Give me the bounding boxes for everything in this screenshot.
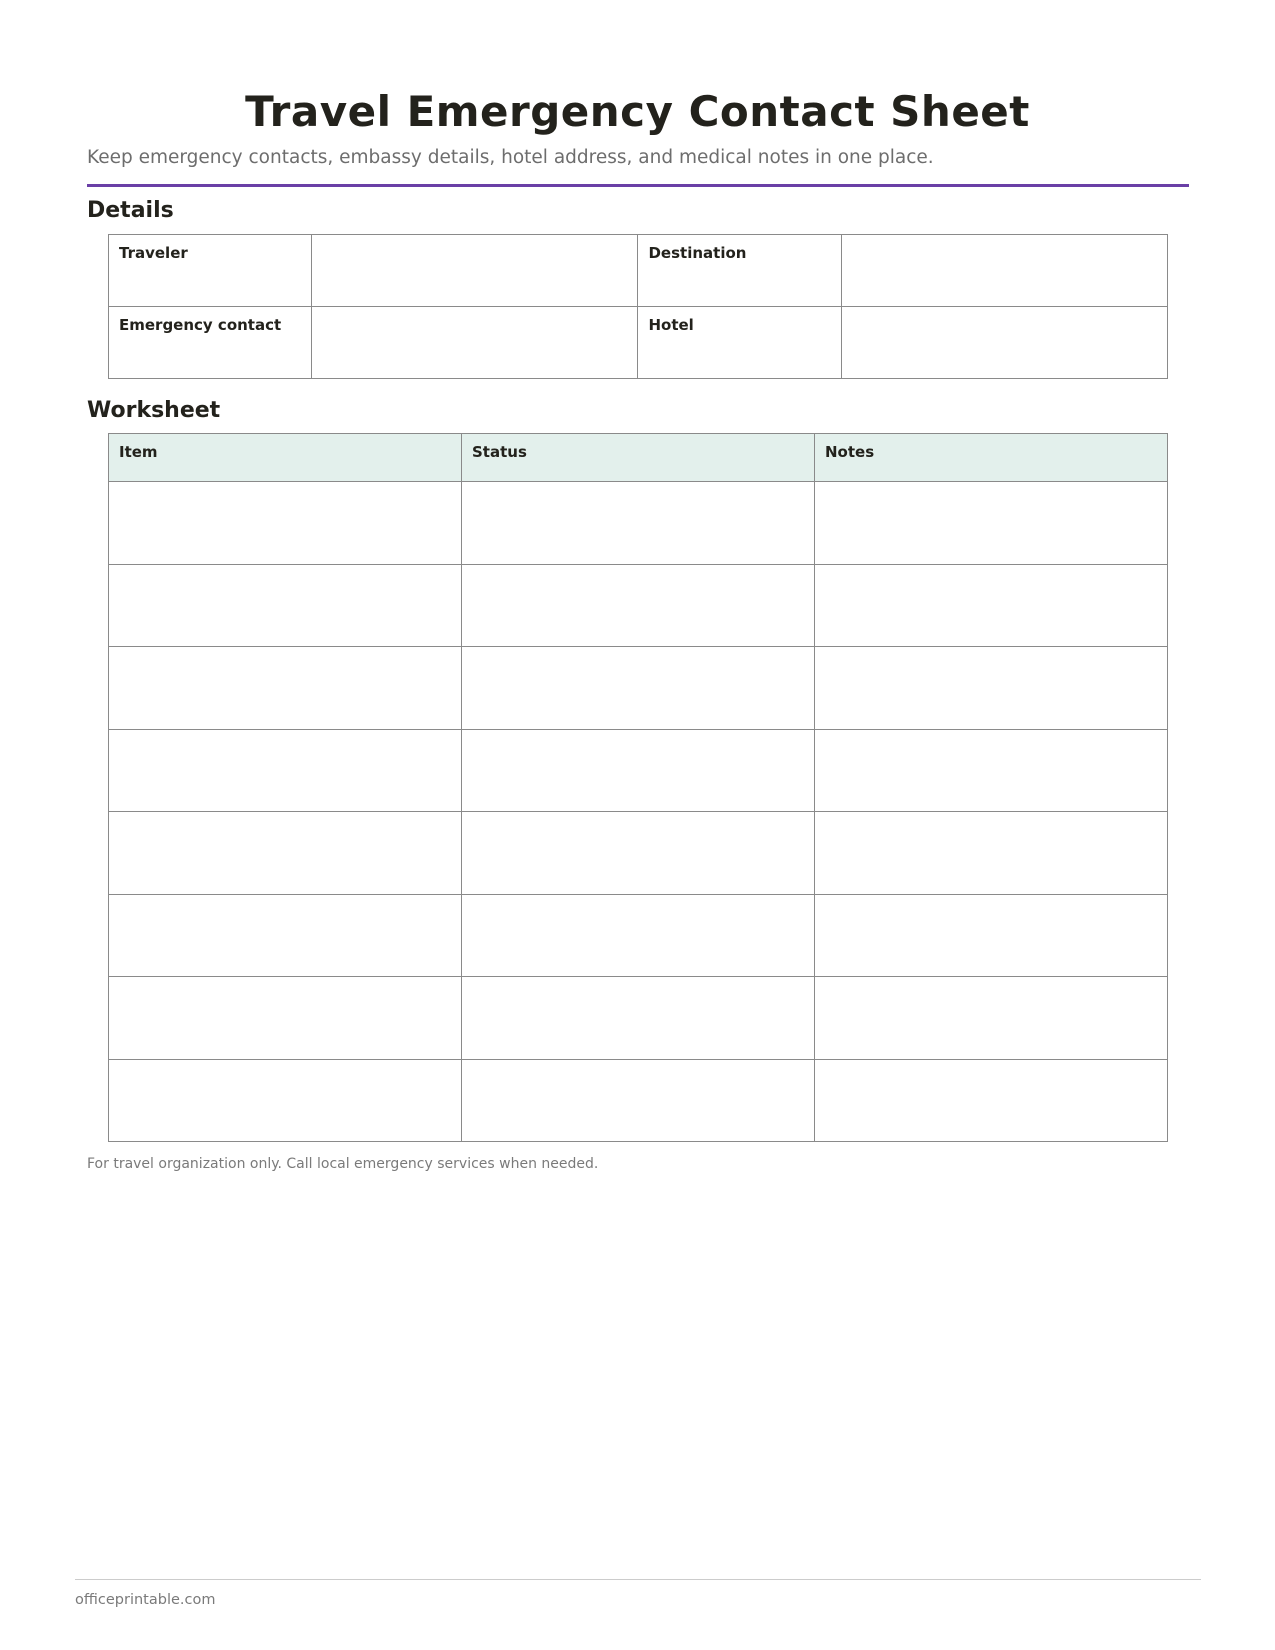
page-subtitle: Keep emergency contacts, embassy details, hotel address, and medical notes in one place. <box>87 147 934 168</box>
item-cell[interactable] <box>109 482 462 565</box>
item-cell[interactable] <box>109 894 462 977</box>
accent-divider <box>87 184 1189 187</box>
column-header-status: Status <box>462 434 815 482</box>
notes-cell[interactable] <box>815 812 1168 895</box>
details-row <box>109 235 1168 307</box>
notes-cell[interactable] <box>815 1059 1168 1142</box>
item-cell[interactable] <box>109 647 462 730</box>
destination-field[interactable] <box>841 235 1167 307</box>
table-row <box>109 1059 1168 1142</box>
details-heading: Details <box>87 198 174 223</box>
item-cell[interactable] <box>109 729 462 812</box>
status-cell[interactable] <box>462 647 815 730</box>
table-row <box>109 729 1168 812</box>
footer-site-link[interactable]: officeprintable.com <box>75 1592 216 1608</box>
status-cell[interactable] <box>462 482 815 565</box>
disclaimer-note: For travel organization only. Call local emergency services when needed. <box>87 1156 599 1172</box>
table-row <box>109 482 1168 565</box>
traveler-label: Traveler <box>109 235 312 307</box>
status-cell[interactable] <box>462 812 815 895</box>
worksheet-header-row <box>109 434 1168 482</box>
details-table <box>108 234 1168 379</box>
table-row <box>109 894 1168 977</box>
footer-divider <box>75 1579 1201 1580</box>
details-row <box>109 307 1168 379</box>
emergency-contact-field[interactable] <box>312 307 638 379</box>
status-cell[interactable] <box>462 729 815 812</box>
column-header-notes: Notes <box>815 434 1168 482</box>
hotel-label: Hotel <box>638 307 841 379</box>
notes-cell[interactable] <box>815 894 1168 977</box>
notes-cell[interactable] <box>815 977 1168 1060</box>
status-cell[interactable] <box>462 564 815 647</box>
status-cell[interactable] <box>462 1059 815 1142</box>
notes-cell[interactable] <box>815 729 1168 812</box>
table-row <box>109 977 1168 1060</box>
table-row <box>109 812 1168 895</box>
table-row <box>109 564 1168 647</box>
hotel-field[interactable] <box>841 307 1167 379</box>
notes-cell[interactable] <box>815 564 1168 647</box>
status-cell[interactable] <box>462 977 815 1060</box>
table-row <box>109 647 1168 730</box>
emergency-contact-label: Emergency contact <box>109 307 312 379</box>
item-cell[interactable] <box>109 977 462 1060</box>
column-header-item: Item <box>109 434 462 482</box>
notes-cell[interactable] <box>815 647 1168 730</box>
status-cell[interactable] <box>462 894 815 977</box>
worksheet-table <box>108 433 1168 1142</box>
page-title: Travel Emergency Contact Sheet <box>245 87 1030 136</box>
item-cell[interactable] <box>109 812 462 895</box>
item-cell[interactable] <box>109 564 462 647</box>
destination-label: Destination <box>638 235 841 307</box>
traveler-field[interactable] <box>312 235 638 307</box>
item-cell[interactable] <box>109 1059 462 1142</box>
worksheet-heading: Worksheet <box>87 398 221 423</box>
notes-cell[interactable] <box>815 482 1168 565</box>
